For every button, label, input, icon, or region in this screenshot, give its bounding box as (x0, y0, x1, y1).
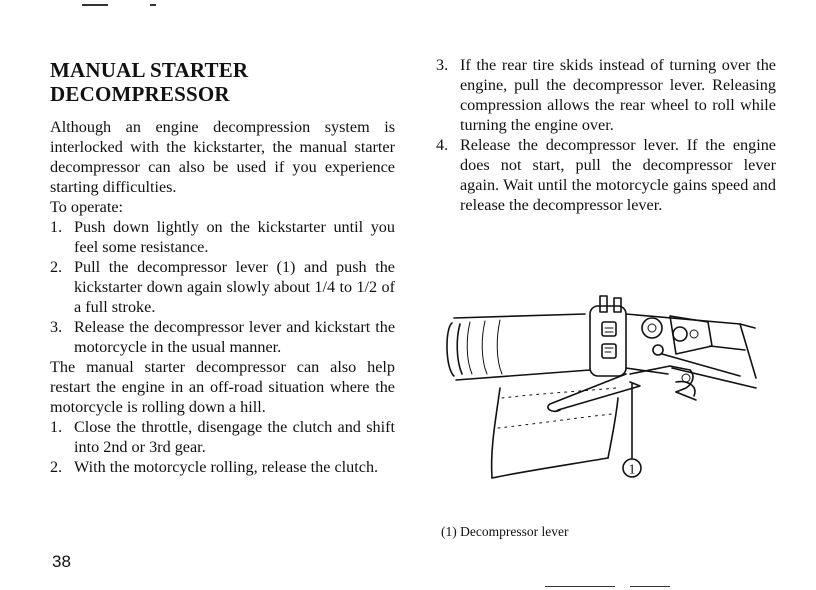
list-item: 2. Pull the decompressor lever (1) and push the kickstarter down again slowly about 1/4 to 1/2 of a full stroke. (50, 258, 395, 316)
right-column (436, 55, 776, 215)
top-edge-mark (82, 4, 108, 6)
section-title (50, 58, 395, 106)
lever-perch (626, 314, 756, 388)
step-list-b (50, 417, 395, 477)
step-list-a (50, 217, 395, 357)
page-number: 38 (52, 552, 71, 571)
decompressor-lever-illustration (440, 288, 770, 503)
intro-paragraph: Although an engine decompression system is interlocked with the kickstarter, the manual starter decompressor can also be used if you experience starting difficulties. (50, 118, 395, 196)
list-item: 1. Push down lightly on the kickstarter until you feel some resistance. (50, 218, 395, 256)
top-edge-mark (150, 4, 156, 6)
decompressor-lever (548, 366, 696, 411)
offroad-paragraph: The manual starter decompressor can also help restart the engine in an off-road situation where the motorcycle is rolling down a hill. (50, 358, 395, 416)
step-list-c (436, 55, 776, 215)
figure-caption: (1) Decompressor lever (441, 524, 569, 539)
switch-housing (590, 296, 626, 376)
list-item: 2. With the motorcycle rolling, release the clutch. (50, 458, 379, 476)
to-operate-label: To operate: (50, 198, 124, 216)
handlebar-grip (447, 314, 590, 380)
list-item: 1. Close the throttle, disengage the clutch and shift into 2nd or 3rd gear. (50, 418, 395, 456)
bottom-edge-mark (630, 586, 670, 587)
left-column (50, 58, 395, 477)
bottom-edge-mark (545, 586, 615, 587)
callout-number: 1 (628, 462, 636, 478)
list-item: 4. Release the decompressor lever. If the engine does not start, pull the decompressor lever again. Wait until the motorcycle gains speed and release the decompressor lever. (436, 136, 776, 214)
section-title-line1: MANUAL STARTER (50, 58, 249, 82)
list-item: 3. Release the decompressor lever and kickstart the motorcycle in the usual manner. (50, 318, 395, 356)
section-title-line2: DECOMPRESSOR (50, 82, 230, 106)
list-item: 3. If the rear tire skids instead of turning over the engine, pull the decompressor lever. Releasing compression allows the rear wheel to roll while turning the engine over. (436, 56, 776, 134)
